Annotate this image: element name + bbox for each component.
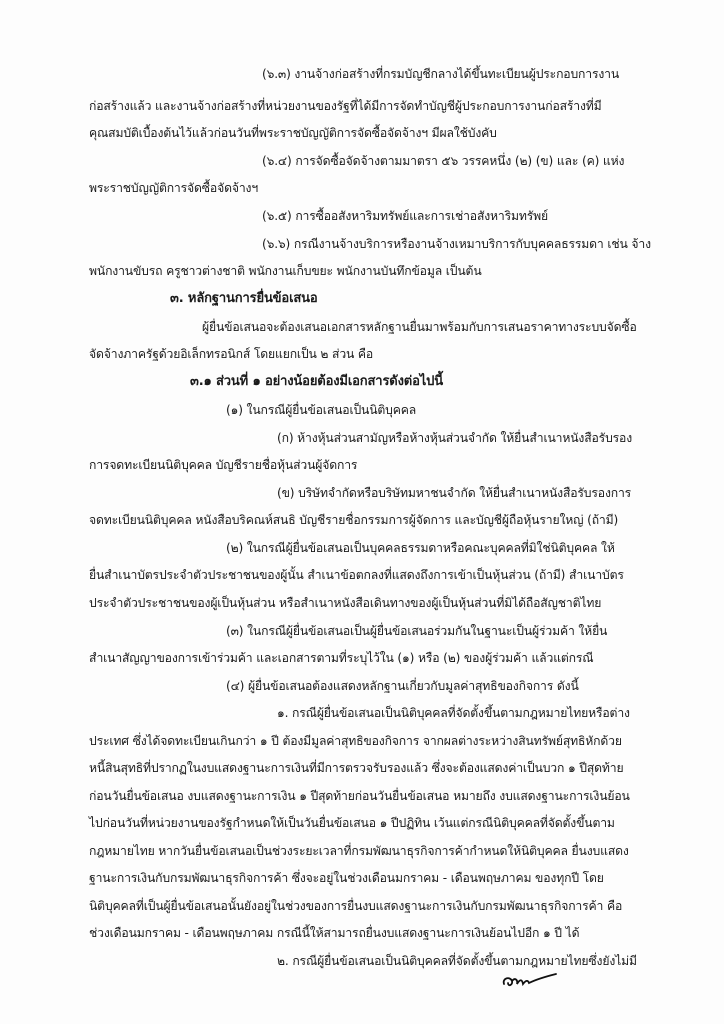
text-line: (๒) ในกรณีผู้ยื่นข้อเสนอเป็นบุคคลธรรมดาหรือคณะบุคคลที่มิใช่นิติบุคคล ให้ [226, 541, 615, 555]
text-line: การจดทะเบียนนิติบุคคล บัญชีรายชื่อหุ้นส่วนผู้จัดการ [89, 458, 358, 472]
section-heading: ๓.๑ ส่วนที่ ๑ อย่างน้อยต้องมีเอกสารดังต่อไปนี้ [190, 374, 443, 389]
text-line: กฎหมายไทย หากวันยื่นข้อเสนอเป็นช่วงระยะเวลาที่กรมพัฒนาธุรกิจการค้ากำหนดให้นิติบุคคล ยื่นงบแสดง [89, 844, 629, 858]
text-line: ก่อสร้างแล้ว และงานจ้างก่อสร้างที่หน่วยงานของรัฐที่ได้มีการจัดทำบัญชีผู้ประกอบการงานก่อสร้างที่มี [89, 99, 602, 113]
text-line: สำเนาสัญญาของการเข้าร่วมค้า และเอกสารตามที่ระบุไว้ใน (๑) หรือ (๒) ของผู้ร่วมค้า แล้วแต่กรณี [89, 651, 594, 665]
text-line: นิติบุคคลที่เป็นผู้ยื่นข้อเสนอนั้นยังอยู่ในช่วงของการยื่นงบแสดงฐานะการเงินกับกรมพัฒนาธุรกิจการค้า คือ [89, 899, 623, 913]
text-line: ก่อนวันยื่นข้อเสนอ งบแสดงฐานะการเงิน ๑ ปีสุดท้ายก่อนวันยื่นข้อเสนอ หมายถึง งบแสดงฐานะการเงินย้อน [89, 789, 630, 803]
text-line: (๑) ในกรณีผู้ยื่นข้อเสนอเป็นนิติบุคคล [226, 403, 417, 417]
text-line: จัดจ้างภาครัฐด้วยอิเล็กทรอนิกส์ โดยแยกเป็น ๒ ส่วน คือ [89, 347, 374, 361]
text-line: (๔) ผู้ยื่นข้อเสนอต้องแสดงหลักฐานเกี่ยวกับมูลค่าสุทธิของกิจการ ดังนี้ [226, 679, 579, 693]
text-line: ยื่นสำเนาบัตรประจำตัวประชาชนของผู้นั้น สำเนาข้อตกลงที่แสดงถึงการเข้าเป็นหุ้นส่วน (ถ้ามี) สำเนาบัตร [89, 568, 624, 582]
text-line: ประเทศ ซึ่งได้จดทะเบียนเกินกว่า ๑ ปี ต้องมีมูลค่าสุทธิของกิจการ จากผลต่างระหว่างสินทรัพย์สุทธิหักด้วย [89, 734, 622, 748]
text-line: (ข) บริษัทจำกัดหรือบริษัทมหาชนจำกัด ให้ยื่นสำเนาหนังสือรับรองการ [277, 486, 632, 500]
text-line: พระราชบัญญัติการจัดซื้อจัดจ้างฯ [89, 181, 259, 195]
text-line: (ก) ห้างหุ้นส่วนสามัญหรือห้างหุ้นส่วนจำกัด ให้ยื่นสำเนาหนังสือรับรอง [277, 431, 633, 445]
text-line: ๒. กรณีผู้ยื่นข้อเสนอเป็นนิติบุคคลที่จัดตั้งขึ้นตามกฎหมายไทยซึ่งยังไม่มี [277, 954, 637, 968]
text-line: ๑. กรณีผู้ยื่นข้อเสนอเป็นนิติบุคคลที่จัดตั้งขึ้นตามกฎหมายไทยหรือต่าง [277, 706, 630, 720]
section-heading: ๓. หลักฐานการยื่นข้อเสนอ [170, 291, 318, 306]
signature-mark [500, 968, 560, 992]
text-line: ผู้ยื่นข้อเสนอจะต้องเสนอเอกสารหลักฐานยื่นมาพร้อมกับการเสนอราคาทางระบบจัดซื้อ [202, 320, 637, 334]
text-line: ไปก่อนวันที่หน่วยงานของรัฐกำหนดให้เป็นวันยื่นข้อเสนอ ๑ ปีปฏิทิน เว้นแต่กรณีนิติบุคคลที่จัดตั้งขึ้นตาม [89, 816, 615, 830]
text-line: (๖.๕) การซื้ออสังหาริมทรัพย์และการเช่าอสังหาริมทรัพย์ [262, 209, 549, 223]
text-line: จดทะเบียนนิติบุคคล หนังสือบริคณห์สนธิ บัญชีรายชื่อกรรมการผู้จัดการ และบัญชีผู้ถือหุ้นรายใหญ่ (ถ้ามี) [89, 513, 619, 527]
text-line: (๖.๓) งานจ้างก่อสร้างที่กรมบัญชีกลางได้ขึ้นทะเบียนผู้ประกอบการงาน [262, 67, 620, 81]
text-line: (๖.๔) การจัดซื้อจัดจ้างตามมาตรา ๕๖ วรรคหนึ่ง (๒) (ข) และ (ค) แห่ง [262, 154, 625, 168]
text-line: ฐานะการเงินกับกรมพัฒนาธุรกิจการค้า ซึ่งจะอยู่ในช่วงเดือนมกราคม - เดือนพฤษภาคม ของทุกปี โดย [89, 871, 604, 885]
text-line: ช่วงเดือนมกราคม - เดือนพฤษภาคม กรณีนี้ให้สามารถยื่นงบแสดงฐานะการเงินย้อนไปอีก ๑ ปี ได้ [89, 926, 580, 940]
text-line: พนักงานขับรถ ครูชาวต่างชาติ พนักงานเก็บขยะ พนักงานบันทึกข้อมูล เป็นต้น [89, 264, 482, 278]
text-line: หนี้สินสุทธิที่ปรากฏในงบแสดงฐานะการเงินที่มีการตรวจรับรองแล้ว ซึ่งจะต้องแสดงค่าเป็นบวก ๑ ปีสุดท้าย [89, 761, 624, 775]
text-line: คุณสมบัติเบื้องต้นไว้แล้วก่อนวันที่พระราชบัญญัติการจัดซื้อจัดจ้างฯ มีผลใช้บังคับ [89, 126, 497, 140]
text-line: ประจำตัวประชาชนของผู้เป็นหุ้นส่วน หรือสำเนาหนังสือเดินทางของผู้เป็นหุ้นส่วนที่มิได้ถือสัญชาติไทย [89, 596, 602, 610]
text-line: (๓) ในกรณีผู้ยื่นข้อเสนอเป็นผู้ยื่นข้อเสนอร่วมกันในฐานะเป็นผู้ร่วมค้า ให้ยื่น [226, 624, 608, 638]
text-line: (๖.๖) กรณีงานจ้างบริการหรืองานจ้างเหมาบริการกับบุคคลธรรมดา เช่น จ้าง [262, 237, 651, 251]
